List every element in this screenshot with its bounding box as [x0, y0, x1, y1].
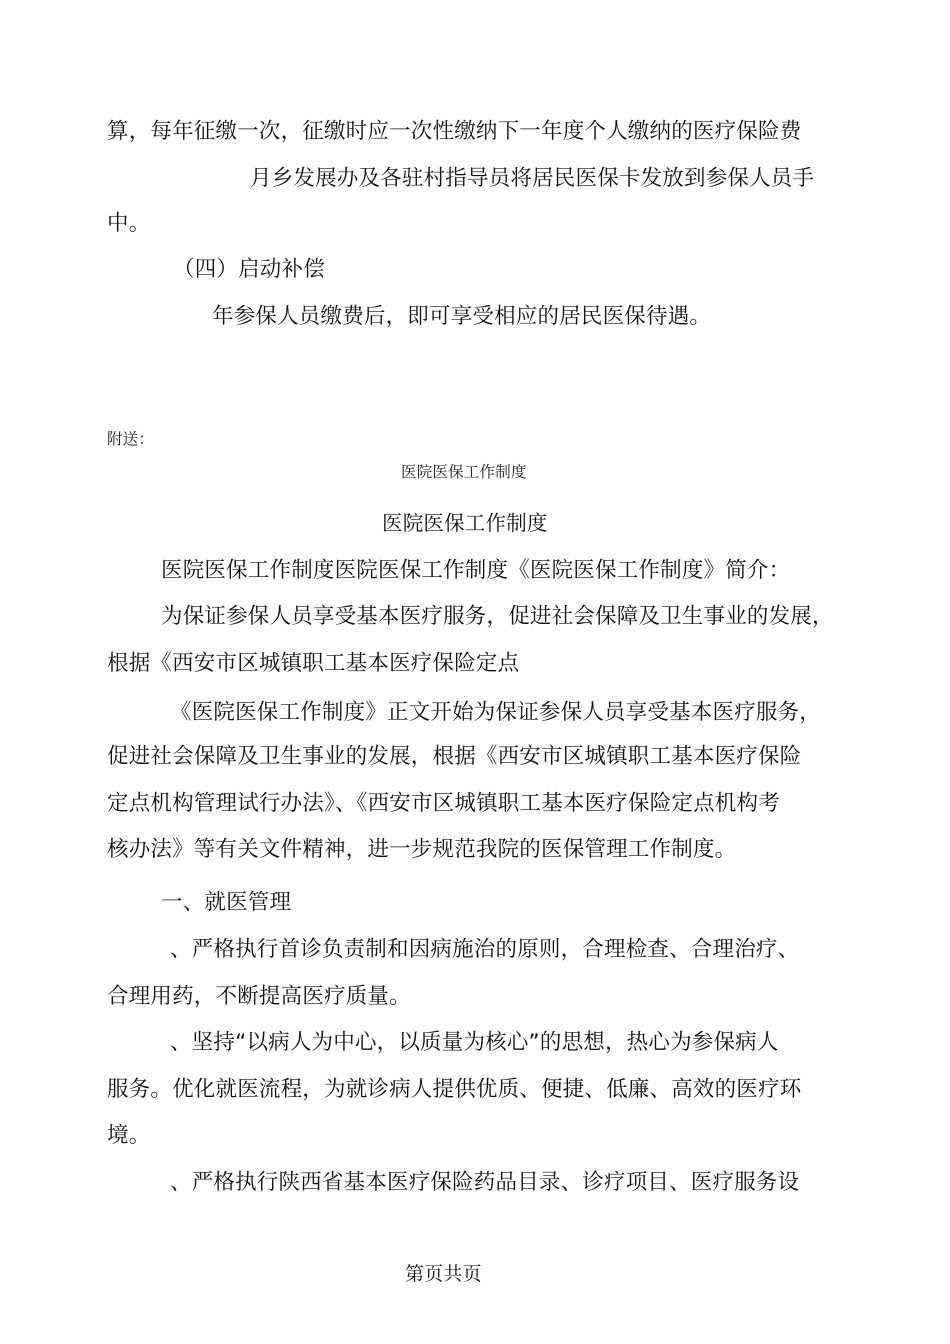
body-line: 、坚持“以病人为中心，以质量为核心”的思想，热心为参保病人 [170, 1030, 779, 1055]
body-line: 核办法》等有关文件精神，进一步规范我院的医保管理工作制度。 [107, 837, 737, 862]
body-line: 促进社会保障及卫生事业的发展，根据《西安市区城镇职工基本医疗保险 [107, 744, 802, 769]
section-heading: 一、就医管理 [161, 890, 292, 915]
page-footer: 第页共页 [405, 1263, 482, 1285]
body-line: 《医院医保工作制度》正文开始为保证参保人员享受基本医疗服务， [170, 700, 822, 725]
body-line: 月乡发展办及各驻村指导员将居民医保卡发放到参保人员手 [250, 166, 815, 191]
attachment-label: 附送： [107, 430, 155, 448]
document-title: 医院医保工作制度 [382, 511, 548, 535]
body-line: 服务。优化就医流程，为就诊病人提供优质、便捷、低廉、高效的医疗环 [107, 1077, 802, 1102]
small-title: 医院医保工作制度 [401, 463, 527, 481]
body-line: 中。 [107, 211, 151, 236]
body-line: 合理用药，不断提高医疗质量。 [107, 984, 411, 1009]
body-line: 根据《西安市区城镇职工基本医疗保险定点 [107, 651, 520, 676]
body-line: 算，每年征缴一次，征缴时应一次性缴纳下一年度个人缴纳的医疗保险费 [107, 119, 802, 144]
body-line: 为保证参保人员享受基本医疗服务，促进社会保障及卫生事业的发展， [161, 604, 834, 629]
body-line: 、严格执行陕西省基本医疗保险药品目录、诊疗项目、医疗服务设 [170, 1170, 800, 1195]
body-line: 定点机构管理试行办法》、《西安市区城镇职工基本医疗保险定点机构考 [107, 791, 780, 816]
body-line: 年参保人员缴费后，即可享受相应的居民医保待遇。 [212, 304, 712, 329]
body-line: 医院医保工作制度医院医保工作制度《医院医保工作制度》简介： [161, 558, 791, 583]
body-line: 境。 [107, 1123, 151, 1148]
section-heading: （四）启动补偿 [173, 257, 325, 282]
body-line: 、严格执行首诊负责制和因病施治的原则，合理检查、合理治疗、 [170, 937, 800, 962]
